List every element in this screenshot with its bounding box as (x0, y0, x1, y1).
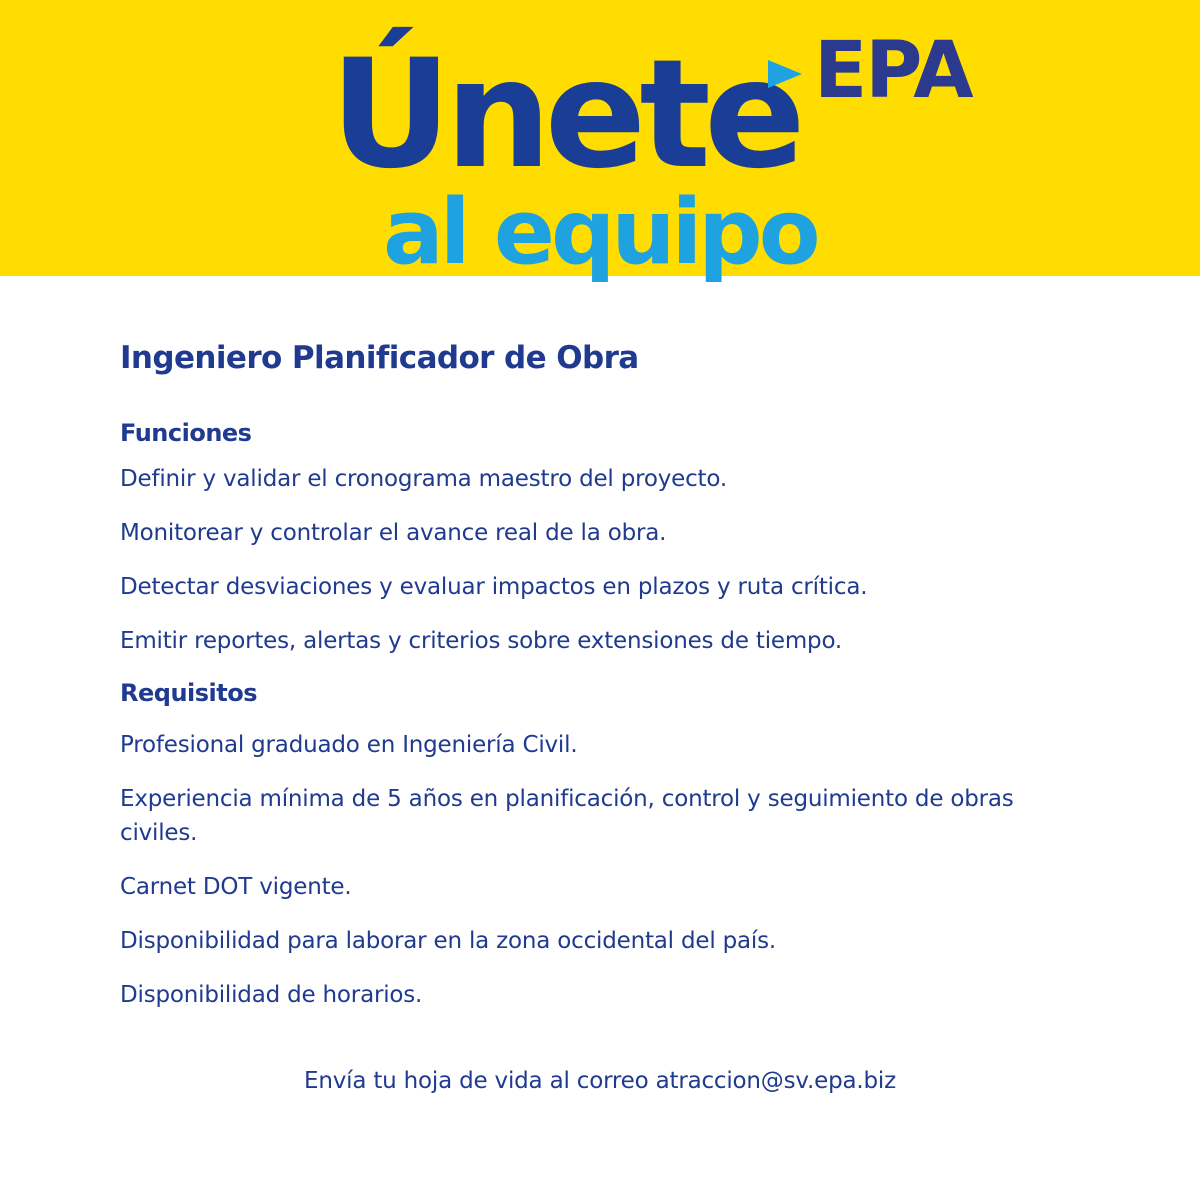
funciones-heading: Funciones (120, 419, 252, 447)
job-title: Ingeniero Planificador de Obra (120, 340, 639, 376)
headline-sub: al equipo (383, 180, 817, 285)
play-arrow-icon (768, 60, 802, 88)
list-item: Disponibilidad de horarios. (120, 982, 423, 1008)
list-item: Carnet DOT vigente. (120, 874, 352, 900)
list-item: Disponibilidad para laborar en la zona occidental del país. (120, 928, 777, 954)
contact-email-note: Envía tu hoja de vida al correo atraccion@sv.epa.biz (304, 1068, 896, 1094)
list-item: Definir y validar el cronograma maestro del proyecto. (120, 466, 727, 492)
job-posting (120, 336, 1080, 1012)
funciones-list (120, 462, 1080, 658)
headline-main: Únete (330, 28, 799, 202)
list-item: Detectar desviaciones y evaluar impactos en plazos y ruta crítica. (120, 574, 868, 600)
epa-logo (768, 26, 998, 116)
list-item: Experiencia mínima de 5 años en planificación, control y seguimiento de obras civiles. (120, 786, 1014, 846)
header-banner (0, 0, 1200, 285)
list-item: Emitir reportes, alertas y criterios sobre extensiones de tiempo. (120, 628, 843, 654)
logo-text: EPA (814, 26, 972, 116)
requisitos-heading: Requisitos (120, 679, 258, 707)
requisitos-list (120, 728, 1080, 1012)
list-item: Profesional graduado en Ingeniería Civil. (120, 732, 578, 758)
list-item: Monitorear y controlar el avance real de la obra. (120, 520, 667, 546)
